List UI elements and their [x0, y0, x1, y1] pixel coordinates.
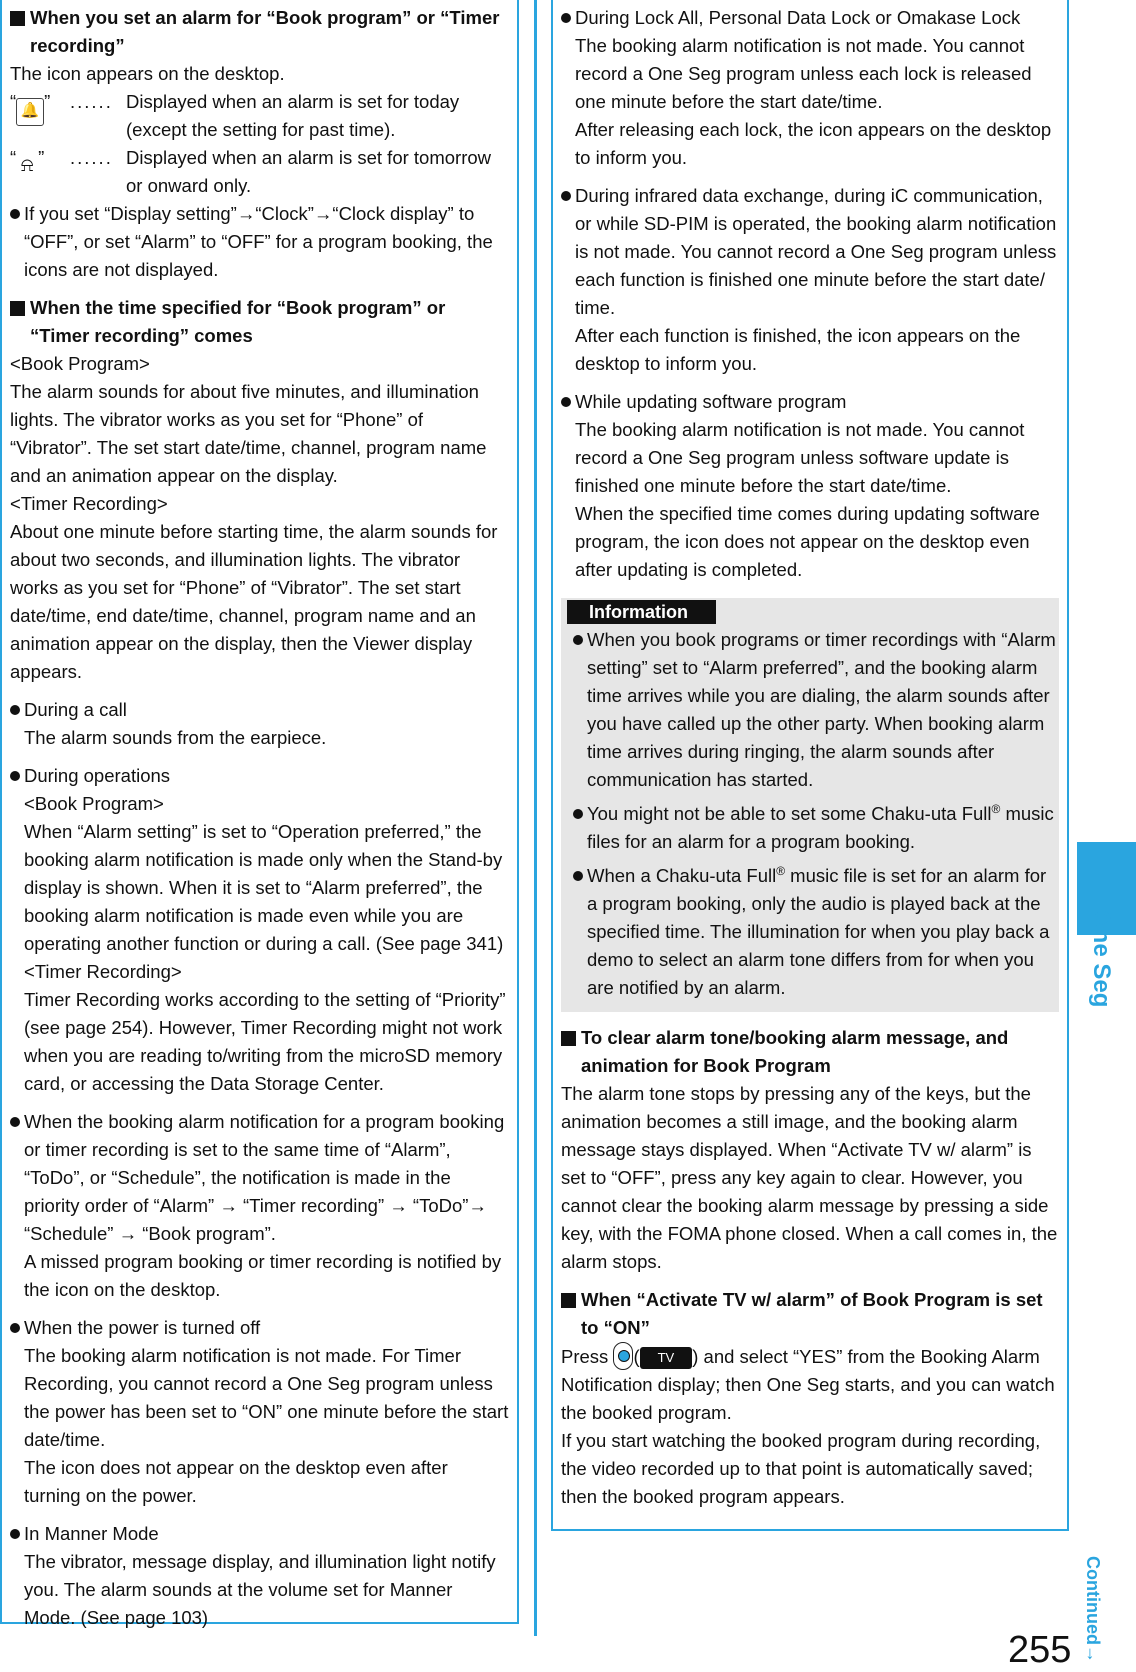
heading-line: When you set an alarm for “Book program” or “Timer	[30, 7, 500, 28]
quote: “	[10, 147, 17, 168]
bullet-dot	[561, 397, 571, 407]
bullet-text: During infrared data exchange, during iC communication, or while SD-PIM is operated, the booking alarm notification is not made. You cannot record a One Seg program unless each function is finished one minute before the start date/ time.	[575, 185, 1057, 318]
bell-filled-icon: 🔔	[16, 98, 44, 126]
bullet-title: During Lock All, Personal Data Lock or Omakase Lock	[575, 7, 1021, 28]
quote: ”	[38, 147, 45, 168]
leader-dots: ......	[70, 147, 113, 168]
bullet-lock	[561, 4, 1059, 172]
bullet-dot	[10, 209, 20, 219]
information-tag: Information	[567, 600, 716, 624]
bullet-dot	[573, 809, 583, 819]
bullet-display-setting	[10, 200, 509, 284]
square-bullet-icon	[10, 301, 25, 316]
bullet-dot	[10, 1529, 20, 1539]
leader-dots: ......	[70, 91, 113, 112]
quote: “	[10, 91, 17, 112]
bullet-during-call	[10, 696, 509, 752]
heading-time-comes	[10, 294, 509, 350]
information-box	[561, 598, 1059, 1012]
registered-mark: ®	[776, 863, 786, 878]
heading-line: animation for Book Program	[581, 1055, 831, 1076]
bullet-text: A missed program booking or timer recording is notified by the icon on the desktop.	[24, 1251, 502, 1300]
bullet-infrared	[561, 182, 1059, 378]
info-text: music files for an alarm for a program booking.	[587, 803, 1054, 852]
paragraph	[561, 1342, 1059, 1427]
heading-line: recording”	[30, 35, 125, 56]
heading-alarm-set	[10, 4, 509, 60]
icon-legend-future	[10, 144, 509, 176]
bullet-power-off	[10, 1314, 509, 1510]
heading-line: When the time specified for “Book program” or	[30, 297, 446, 318]
bullet-dot	[561, 13, 571, 23]
text: Press	[561, 1346, 614, 1367]
bullet-priority-order	[10, 1108, 509, 1304]
bullet-title: During a call	[24, 699, 127, 720]
bullet-text: When “Alarm setting” is set to “Operation preferred,” the booking alarm notification is made only when the Stand-by display is shown. When it is set to “Alarm preferred”, the booking alarm notification is made even while you are operating another function or during a call. (See page 341)	[24, 821, 504, 954]
text: (	[633, 1346, 640, 1367]
paragraph: About one minute before starting time, the alarm sounds for about two seconds, and illumination lights. The vibrator works as you set for “Phone” of “Vibrator”. The set start date/time, end date/time, channel, program name and an animation appear on the display, then the Viewer display appears.	[10, 521, 498, 682]
icon-description: Displayed when an alarm is set for today	[126, 91, 460, 112]
bullet-text: The booking alarm notification is not made. You cannot record a One Seg program unless software update is finished one minute before the start date/time.	[575, 419, 1025, 496]
timer-recording-tag: <Timer Recording>	[24, 961, 182, 982]
book-program-tag: <Book Program>	[10, 353, 150, 374]
info-item	[567, 862, 1059, 1002]
registered-mark: ®	[991, 801, 1001, 816]
bullet-text: The booking alarm notification is not made. For Timer Recording, you cannot record a One Seg program unless the power has been set to “ON” one minute before the start date/time.	[24, 1345, 509, 1450]
info-text: When a Chaku-uta Full	[587, 865, 777, 886]
bullet-text: The vibrator, message display, and illumination light notify you. The alarm sounds at the volume set for Manner Mode. (See page 103)	[24, 1551, 496, 1628]
bullet-text: When the specified time comes during updating software program, the icon does not appear on the desktop even after updating is completed.	[575, 503, 1040, 580]
book-program-tag: <Book Program>	[24, 793, 164, 814]
bullet-text: Timer Recording works according to the setting of “Priority” (see page 254). However, Timer Recording might not work when you are reading to/writing from the microSD memory card, or accessing the Data Storage Center.	[24, 989, 506, 1094]
quote: ”	[44, 91, 51, 112]
heading-line: When “Activate TV w/ alarm” of Book Program is set	[581, 1289, 1043, 1310]
bullet-dot	[10, 1323, 20, 1333]
bullet-dot	[10, 705, 20, 715]
info-text: music file is set for an alarm for a program booking, only the audio is played back at the specified time. The illumination for when you play back a demo to select an alarm tone differs from for when you are notified by an alarm.	[587, 865, 1050, 998]
paragraph: If you start watching the booked program during recording, the video recorded up to that point is automatically saved; then the booked program appears.	[561, 1430, 1041, 1507]
square-bullet-icon	[10, 11, 25, 26]
timer-recording-tag: <Timer Recording>	[10, 493, 168, 514]
bullet-title: In Manner Mode	[24, 1523, 159, 1544]
tv-softkey-icon: TV	[640, 1347, 693, 1369]
bullet-dot	[10, 771, 20, 781]
bullet-manner-mode	[10, 1520, 509, 1632]
bullet-text: When the booking alarm notification for a program booking or timer recording is set to the same time of “Alarm”, “ToDo”, or “Schedule”, the notification is made in the priority order of “Alarm” → “Timer recording” → “ToDo”→ “Schedule” → “Book program”.	[24, 1111, 505, 1244]
info-item	[567, 800, 1059, 856]
square-bullet-icon	[561, 1293, 576, 1308]
heading-clear-alarm	[561, 1024, 1059, 1080]
info-text: You might not be able to set some Chaku-uta Full	[587, 803, 992, 824]
info-item	[567, 626, 1059, 794]
bullet-title: While updating software program	[575, 391, 847, 412]
section-label: One Seg	[1088, 910, 1115, 1008]
paragraph: The icon appears on the desktop.	[10, 63, 285, 84]
paragraph: The alarm sounds for about five minutes, and illumination lights. The vibrator works as you set for “Phone” of “Vibrator”. The set start date/time, channel, program name and an animation appear on the display.	[10, 381, 487, 486]
bullet-text: After releasing each lock, the icon appears on the desktop to inform you.	[575, 119, 1052, 168]
page-number: 255	[1008, 1629, 1072, 1671]
bullet-software-update	[561, 388, 1059, 584]
right-column	[551, 0, 1069, 1531]
bullet-dot	[561, 191, 571, 201]
bullet-during-operations	[10, 762, 509, 1098]
column-divider	[534, 0, 537, 1636]
bullet-text: If you set “Display setting”→“Clock”→“Clock display” to “OFF”, or set “Alarm” to “OFF” for a program booking, the icons are not displayed.	[24, 203, 493, 280]
bullet-text: The alarm sounds from the earpiece.	[24, 727, 327, 748]
paragraph: The alarm tone stops by pressing any of the keys, but the animation becomes a still image, and the booking alarm message stays displayed. When “Activate TV w/ alarm” is set to “OFF”, press any key again to clear. However, you cannot clear the booking alarm message by pressing a side key, with the FOMA phone closed. When a call comes in, the alarm stops.	[561, 1083, 1058, 1272]
bullet-text: The booking alarm notification is not made. You cannot record a One Seg program unless each lock is released one minute before the start date/time.	[575, 35, 1032, 112]
left-column	[0, 0, 519, 1628]
bell-outline-icon: ⍾	[20, 155, 34, 176]
bullet-text: After each function is finished, the icon appears on the desktop to inform you.	[575, 325, 1021, 374]
icon-description-cont: (except the setting for past time).	[126, 119, 396, 140]
bullet-title: When the power is turned off	[24, 1317, 261, 1338]
continued-label: Continued→	[1083, 1556, 1103, 1663]
heading-line: To clear alarm tone/booking alarm message, and	[581, 1027, 1009, 1048]
bullet-dot	[573, 871, 583, 881]
icon-legend-today	[10, 88, 509, 119]
bullet-dot	[573, 635, 583, 645]
heading-activate-tv	[561, 1286, 1059, 1342]
heading-line: to “ON”	[581, 1317, 650, 1338]
square-bullet-icon	[561, 1031, 576, 1046]
bullet-text: The icon does not appear on the desktop even after turning on the power.	[24, 1457, 448, 1506]
info-text: When you book programs or timer recordings with “Alarm setting” set to “Alarm preferred”, and the booking alarm time arrives while you are dialing, the alarm sounds after you have called up the other party. When booking alarm time arrives during ringing, the alarm sounds after communication has started.	[587, 629, 1056, 790]
text: ) and select “YES” from the Booking Alarm Notification display; then One Seg starts, and you can watch the booked program.	[561, 1346, 1055, 1423]
icon-description-cont: or onward only.	[126, 175, 252, 196]
icon-description: Displayed when an alarm is set for tomorrow	[126, 147, 492, 168]
bullet-dot	[10, 1117, 20, 1127]
bullet-title: During operations	[24, 765, 171, 786]
center-key-icon	[613, 1342, 633, 1370]
heading-line: “Timer recording” comes	[30, 325, 253, 346]
